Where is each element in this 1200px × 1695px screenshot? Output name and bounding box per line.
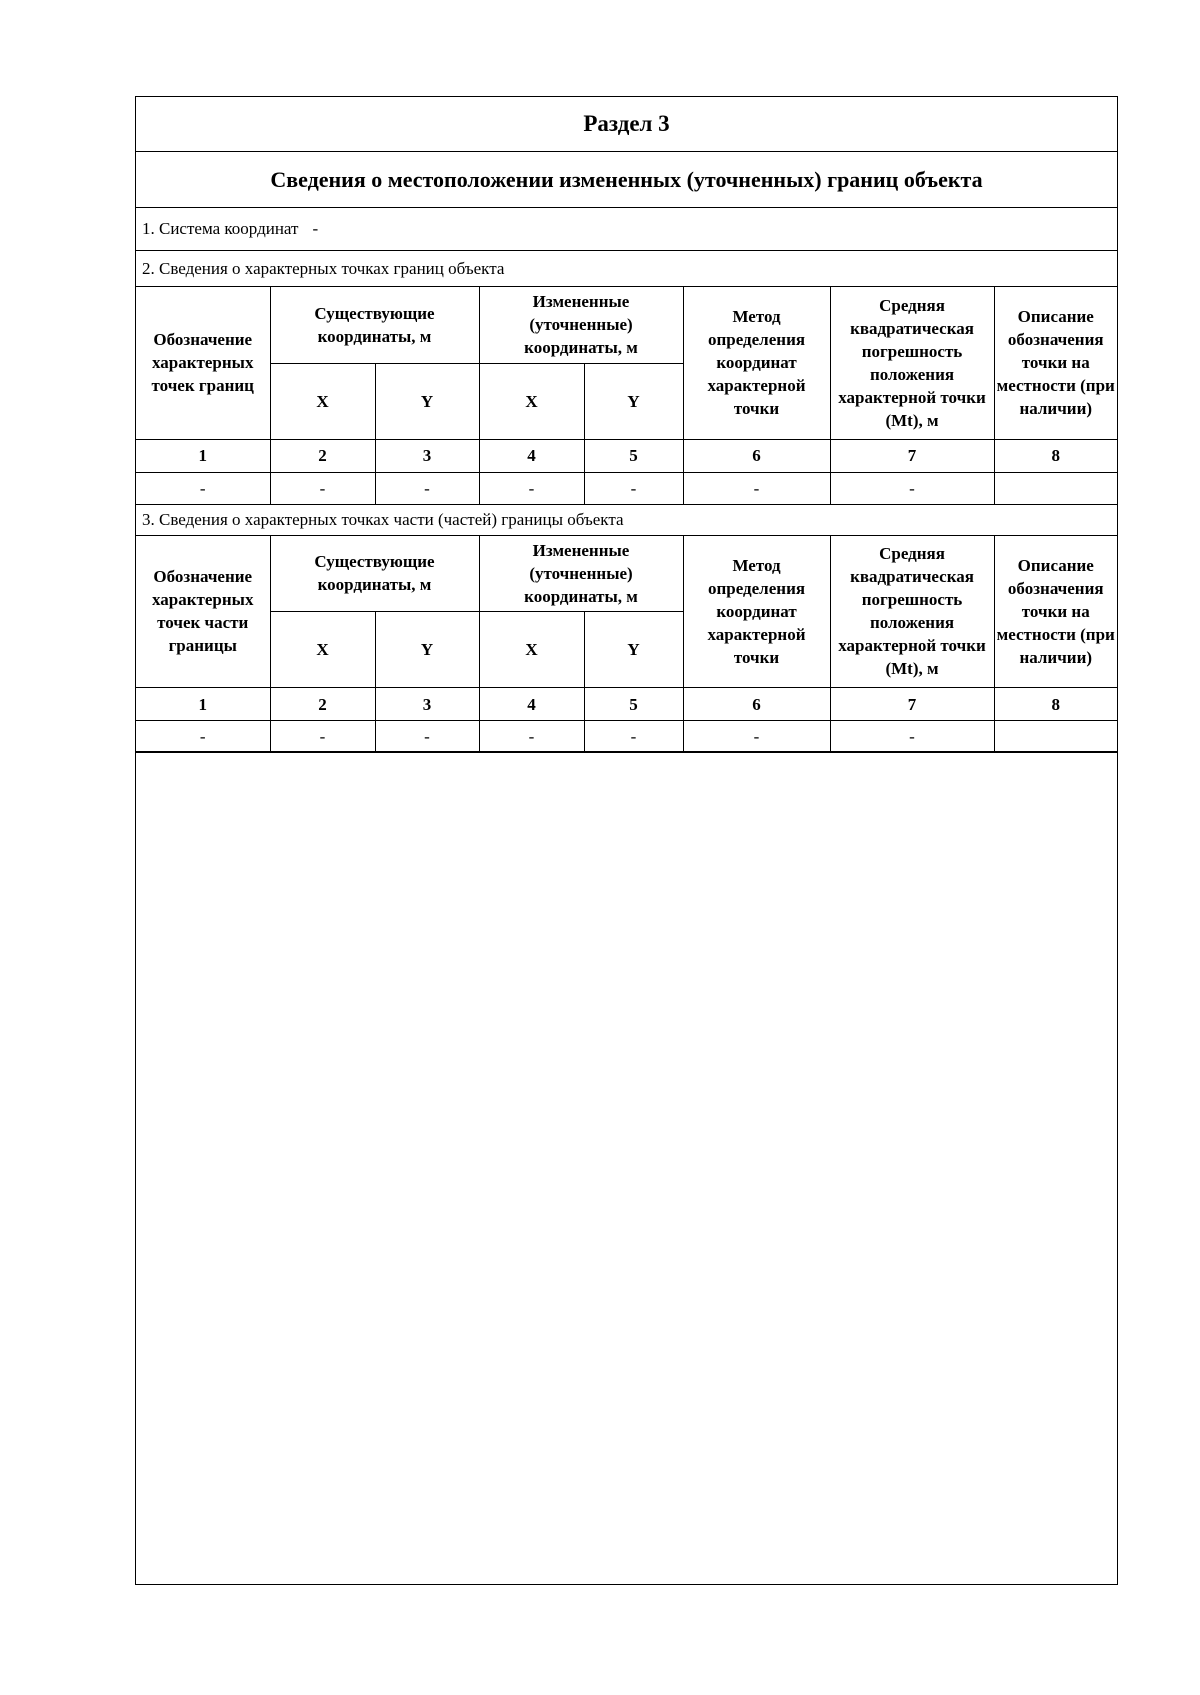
table2-cell: - [136,721,270,752]
table1-col-number: 8 [994,439,1117,472]
table2-cell: - [683,721,830,752]
table1-caption: 2. Сведения о характерных точках границ объекта [136,251,1117,287]
table1-col-number: 7 [830,439,994,472]
table2-header-error: Средняя квадратическая погрешность положения характерной точки (Mt), м [830,536,994,688]
table1-header-designation: Обозначение характерных точек границ [136,287,270,439]
table2-col-number: 4 [479,688,584,721]
table1 [136,287,1117,505]
coordinate-system-value: - [312,219,319,238]
table2-col-number: 5 [584,688,683,721]
table1-col-number: 6 [683,439,830,472]
table2-header-changed-y: Y [584,612,683,688]
table2-header-changed-x: X [479,612,584,688]
table2-header-method: Метод определения координат характерной точки [683,536,830,688]
table2-col-number: 2 [270,688,375,721]
coordinate-system-label: 1. Система координат [142,219,299,238]
table1-header-existing-x: X [270,363,375,439]
table1-cell: - [479,472,584,504]
table1-header-error: Средняя квадратическая погрешность положения характерной точки (Mt), м [830,287,994,439]
section-title: Раздел 3 [136,97,1117,152]
table1-cell: - [375,472,479,504]
table1-col-number: 5 [584,439,683,472]
table1-col-number: 4 [479,439,584,472]
table2-col-number: 3 [375,688,479,721]
table1-header-changed-y: Y [584,363,683,439]
section-subtitle: Сведения о местоположении измененных (уточненных) границ объекта [136,152,1117,208]
table2-header-description: Описание обозначения точки на местности (при наличии) [994,536,1117,688]
table1-col-number: 3 [375,439,479,472]
table1-cell: - [136,472,270,504]
table2-cell [994,721,1117,752]
table1-header-existing-y: Y [375,363,479,439]
table2-caption: 3. Сведения о характерных точках части (частей) границы объекта [136,505,1117,536]
table2-header-existing-x: X [270,612,375,688]
table2-col-number: 1 [136,688,270,721]
table2-cell: - [270,721,375,752]
table2-cell: - [479,721,584,752]
table1-cell [994,472,1117,504]
table2-header-changed: Измененные (уточненные) координаты, м [479,536,683,612]
table2-cell: - [375,721,479,752]
table1-header-method: Метод определения координат характерной точки [683,287,830,439]
coordinate-system-line [136,208,1117,251]
table2-cell: - [584,721,683,752]
table1-header-existing: Существующие координаты, м [270,287,479,363]
table2-col-number: 6 [683,688,830,721]
table2-header-existing-y: Y [375,612,479,688]
table1-col-number: 1 [136,439,270,472]
section-frame [135,96,1118,1585]
table1-header-changed-x: X [479,363,584,439]
table1-col-number: 2 [270,439,375,472]
table1-cell: - [830,472,994,504]
table2-col-number: 8 [994,688,1117,721]
table2-bottom-rule [136,752,1117,753]
table1-cell: - [683,472,830,504]
table2-header-designation: Обозначение характерных точек части границы [136,536,270,688]
table1-header-changed: Измененные (уточненные) координаты, м [479,287,683,363]
table1-header-description: Описание обозначения точки на местности (при наличии) [994,287,1117,439]
table2-col-number: 7 [830,688,994,721]
table2-cell: - [830,721,994,752]
table1-cell: - [270,472,375,504]
table2 [136,536,1117,754]
table2-header-existing: Существующие координаты, м [270,536,479,612]
table1-cell: - [584,472,683,504]
